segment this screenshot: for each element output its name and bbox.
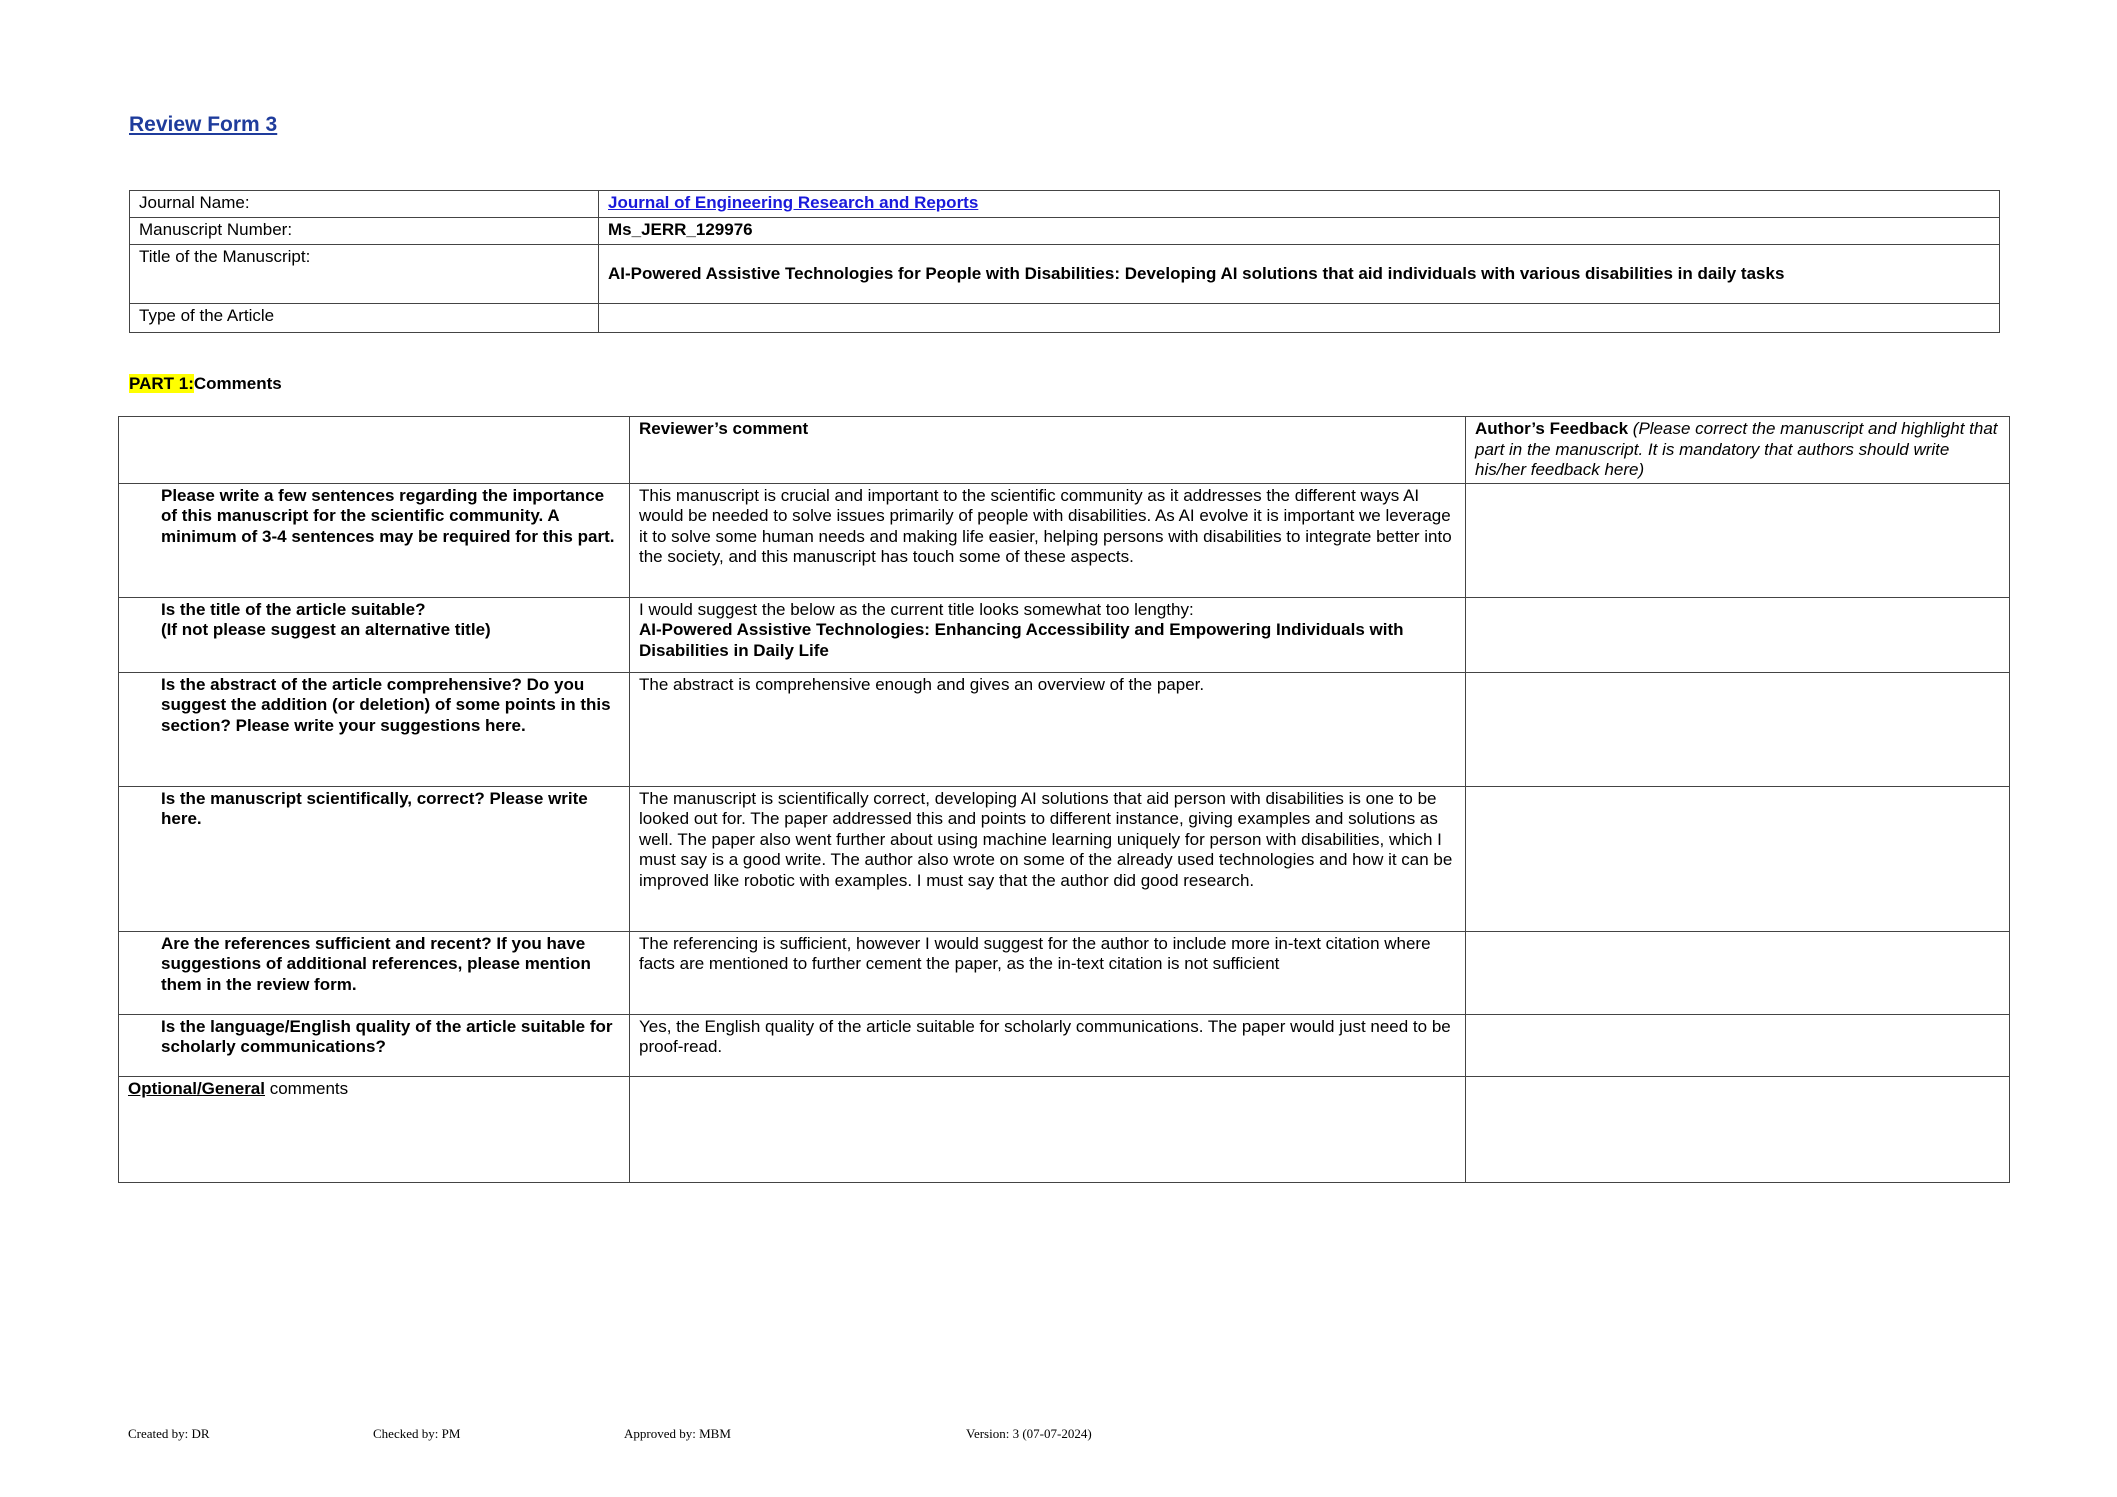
reviewer-comment — [630, 597, 1466, 672]
header-row — [119, 417, 2010, 484]
footer-created-by: Created by: DR — [128, 1426, 210, 1441]
suggested-title: AI-Powered Assistive Technologies: Enhancing Accessibility and Empowering Individuals with Disabilities in Daily Life — [639, 620, 1404, 660]
footer-checked-by: Checked by: PM — [373, 1426, 461, 1441]
reviewer-comment: The abstract is comprehensive enough and gives an overview of the paper. — [630, 672, 1466, 786]
article-type-label: Type of the Article — [130, 304, 599, 333]
comments-word: comments — [265, 1078, 349, 1098]
form-title: Review Form 3 — [129, 113, 278, 136]
header-author-feedback — [1466, 417, 2010, 484]
manuscript-title-row — [130, 245, 2000, 304]
manuscript-title-value: AI-Powered Assistive Technologies for People with Disabilities: Developing AI solutions that aid individuals with various disabilities in daily tasks — [599, 245, 2000, 304]
comment-text: I would suggest the below as the current title looks somewhat too lengthy: — [639, 599, 1194, 619]
author-feedback-cell[interactable] — [1466, 597, 2010, 672]
author-feedback-cell[interactable] — [1466, 483, 2010, 597]
reviewer-comment: The manuscript is scientifically correct, developing AI solutions that aid person with disabilities is one to be looked out for. The paper addressed this and points to different instance, giving examples and solutions as well. The paper also went further about using machine learning uniquely for person with disabilities, which I must say is a good write. The author also wrote on some of the already used technologies and how it can be improved like robotic with examples. I must say that the author did good research. — [630, 786, 1466, 931]
part-label: PART 1: — [129, 374, 194, 393]
author-feedback-instructions: (Please correct the manuscript and highlight that part in the manuscript. It is mandatory that authors should write his/her feedback here) — [1475, 419, 1998, 479]
header-empty — [119, 417, 630, 484]
article-type-row — [130, 304, 2000, 333]
question: Are the references sufficient and recent? If you have suggestions of additional references, please mention them in the review form. — [119, 931, 630, 1014]
author-feedback-cell[interactable] — [1466, 1014, 2010, 1076]
manuscript-number-label: Manuscript Number: — [130, 218, 599, 245]
question: Is the language/English quality of the article suitable for scholarly communications? — [119, 1014, 630, 1076]
reviewer-comment: Yes, the English quality of the article suitable for scholarly communications. The paper would just need to be proof-read. — [630, 1014, 1466, 1076]
optional-reviewer-comment[interactable] — [630, 1076, 1466, 1182]
header-reviewer-comment: Reviewer’s comment — [630, 417, 1466, 484]
table-row — [119, 672, 2010, 786]
table-row — [119, 597, 2010, 672]
optional-comments-label — [119, 1076, 630, 1182]
question: Is the abstract of the article comprehensive? Do you suggest the addition (or deletion) of some points in this section? Please write your suggestions here. — [119, 672, 630, 786]
author-feedback-label: Author’s Feedback — [1475, 419, 1629, 438]
table-row — [119, 483, 2010, 597]
footer-approved-by: Approved by: MBM — [624, 1426, 731, 1441]
part-title: Comments — [193, 374, 282, 393]
manuscript-title-label: Title of the Manuscript: — [130, 245, 599, 304]
table-row — [119, 786, 2010, 931]
optional-word: Optional — [128, 1078, 197, 1098]
author-feedback-cell[interactable] — [1466, 786, 2010, 931]
manuscript-info-table — [129, 190, 2000, 333]
journal-row — [130, 191, 2000, 218]
article-type-value — [599, 304, 2000, 333]
manuscript-number-row — [130, 218, 2000, 245]
comments-table — [118, 416, 2010, 1183]
journal-link[interactable]: Journal of Engineering Research and Reports — [608, 193, 979, 212]
table-row — [119, 931, 2010, 1014]
question: Please write a few sentences regarding the importance of this manuscript for the scientific community. A minimum of 3-4 sentences may be required for this part. — [119, 483, 630, 597]
optional-comments-row — [119, 1076, 2010, 1182]
optional-author-feedback[interactable] — [1466, 1076, 2010, 1182]
journal-label: Journal Name: — [130, 191, 599, 218]
table-row — [119, 1014, 2010, 1076]
manuscript-number-value: Ms_JERR_129976 — [599, 218, 2000, 245]
question: Is the title of the article suitable? (If not please suggest an alternative title) — [119, 597, 630, 672]
author-feedback-cell[interactable] — [1466, 672, 2010, 786]
footer-version: Version: 3 (07-07-2024) — [966, 1426, 1092, 1441]
question: Is the manuscript scientifically, correct? Please write here. — [119, 786, 630, 931]
general-word: /General — [196, 1078, 265, 1098]
author-feedback-cell[interactable] — [1466, 931, 2010, 1014]
reviewer-comment: This manuscript is crucial and important to the scientific community as it addresses the different ways AI would be needed to solve issues primarily of people with disabilities. As AI evolve it is important we leverage it to solve some human needs and making life easier, helping persons with disabilities to integrate better into the society, and this manuscript has touch some of these aspects. — [630, 483, 1466, 597]
reviewer-comment: The referencing is sufficient, however I would suggest for the author to include more in-text citation where facts are mentioned to further cement the paper, as the in-text citation is not sufficient — [630, 931, 1466, 1014]
part-heading — [129, 374, 282, 394]
